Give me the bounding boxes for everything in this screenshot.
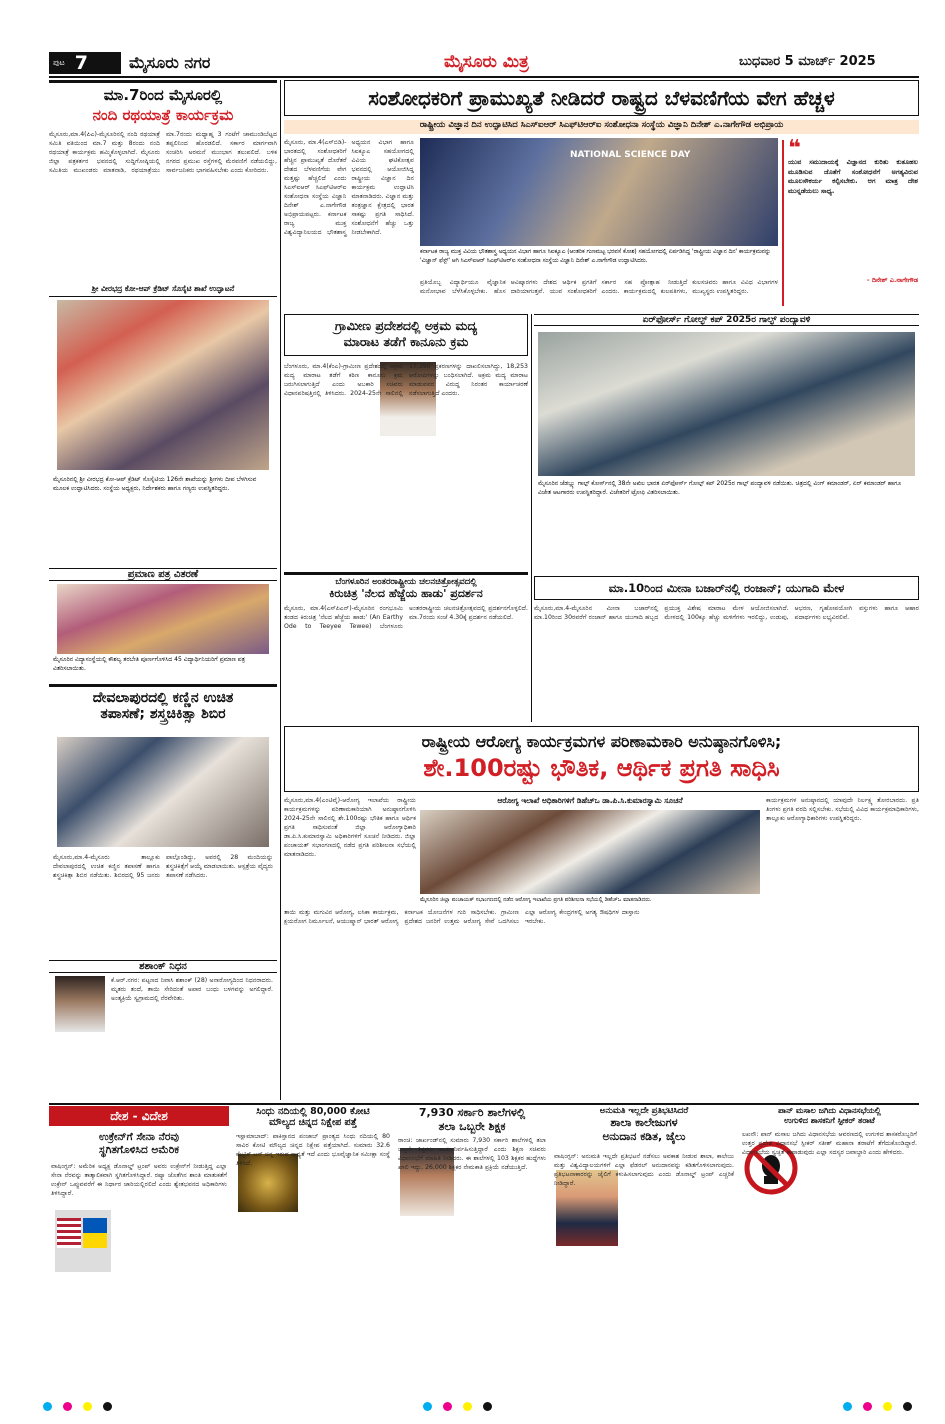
world-section-bar (49, 1106, 229, 1126)
dot-icon (83, 1402, 92, 1411)
certificate-photo (57, 584, 269, 654)
obit-body: ಕೆ.ಆರ್.ನಗರ: ಪಟ್ಟಣದ ನಿವಾಸಿ ಶಶಾಂಕ್ (28) ಅನಾರೋಗ್ಯದಿಂದ ನಿಧನರಾದರು. ಮೃತರು ತಂದೆ, ತಾಯಿ ಸೇರಿದಂತೆ ಅಪಾರ ಬಂಧು ಬಳಗವನ್ನು ಅಗಲಿದ್ದಾರೆ. ಅಂತ್ಯಕ್ರಿಯೆ ಸ್ವಗ್ರಾಮದಲ್ಲಿ ನೆರವೇರಿತು. (111, 977, 273, 1002)
issue-date: ಬುಧವಾರ 5 ಮಾರ್ಚ್ 2025 (739, 54, 876, 69)
dot-icon (463, 1402, 472, 1411)
ukraine-headline-1: ಉಕ್ರೇನ್‌ಗೆ ಸೇನಾ ನೆರವು (99, 1131, 179, 1143)
lead-photo (420, 138, 778, 246)
college-body: ವಾಷಿಂಗ್ಟನ್: ಅನುಮತಿ ಇಲ್ಲದೇ ಪ್ರತಿಭಟನೆ ನಡೆಸಲು ಅವಕಾಶ ನೀಡುವ ಶಾಲಾ, ಕಾಲೇಜು ಮತ್ತು ವಿಶ್ವವಿದ್ಯಾಲಯಗಳಿಗೆ ಎಲ್ಲಾ ಫೆಡರಲ್ ಅನುದಾನವನ್ನು ಕಡಿತಗೊಳಿಸಲಾಗುವುದು. ಪ್ರತಿಭಟನಾಕಾರರನ್ನು ಜೈಲಿಗೆ ಕಳುಹಿಸಲಾಗುವುದು ಎಂದು ಡೊನಾಲ್ಡ್ ಟ್ರಂಪ್ ಎಚ್ಚರಿಕೆ ನೀಡಿದ್ದಾರೆ. (554, 1153, 734, 1187)
college-headline-1: ಅನುಮತಿ ಇಲ್ಲದೇ ಪ್ರತಿಭಟಿಸಿದರೆ (599, 1106, 689, 1116)
theatre-headline-2: ಕಿರುಚಿತ್ರ 'ನೆಲದ ಹೆಜ್ಜೆಯ ಹಾಡು' ಪ್ರದರ್ಶನ (329, 587, 483, 600)
page-number: 7 (74, 52, 88, 74)
pan-body: ಲಖನೌ: ಪಾನ್ ಮಸಾಲ ಜಗಿದು ವಿಧಾನಸಭೆಯ ಆವರಣದಲ್ಲಿ ಉಗುಳಿದ ಶಾಸಕರೊಬ್ಬರಿಗೆ ಉತ್ತರ ಪ್ರದೇಶ ವಿಧಾನಸಭೆ ಸ್ಪೀಕರ್ ಸತೀಶ್ ಮಹಾನಾ ತರಾಟೆಗೆ ತೆಗೆದುಕೊಂಡಿದ್ದಾರೆ. ವಿಧಾನಸಭೆಯ ಸ್ವಚ್ಛತೆ ಕಾಪಾಡುವುದು ಎಲ್ಲಾ ಸದಸ್ಯರ ಜವಾಬ್ದಾರಿ ಎಂದು ಹೇಳಿದರು. (742, 1131, 917, 1156)
ukraine-article (49, 1128, 229, 1370)
theatre-body: ಮೈಸೂರು, ಮಾ.4(ಎಸ್‌ಪಿಎನ್)-ಮೈಸೂರಿನ ರಂಗಭೂಮಿ ತಂಡದ ಕಿರುಚಿತ್ರ 'ನೆಲದ ಹೆಜ್ಜೆಯ ಹಾಡು' (An Earthy Ode to Teeyee Tewee) ಬೆಂಗಳೂರು ಅಂತರರಾಷ್ಟ್ರೀಯ ಚಲನಚಿತ್ರೋತ್ಸವದಲ್ಲಿ ಪ್ರದರ್ಶನಗೊಳ್ಳಲಿದೆ. ಮಾ.7ರಂದು ಸಂಜೆ 4.30ಕ್ಕೆ ಪ್ರದರ್ಶನ ನಡೆಯಲಿದೆ. (284, 605, 528, 630)
dot-icon (883, 1402, 892, 1411)
theatre-headline-1: ಬೆಂಗಳೂರಿನ ಅಂತರರಾಷ್ಟ್ರೀಯ ಚಲನಚಿತ್ರೋತ್ಸವದಲ್ಲಿ (335, 577, 477, 587)
section-rule (49, 1103, 919, 1105)
dot-icon (103, 1402, 112, 1411)
eye-headline-2: ತಪಾಸಣೆ; ಶಸ್ತ್ರಚಿಕಿತ್ಸಾ ಶಿಬಿರ (100, 706, 226, 722)
ukraine-headline-2: ಸ್ಥಗಿತಗೊಳಿಸಿದ ಅಮೆರಿಕ (98, 1144, 180, 1156)
credit-article (49, 284, 277, 564)
school-headline-1: 7,930 ಸರ್ಕಾರಿ ಶಾಲೆಗಳಲ್ಲಿ (418, 1106, 526, 1119)
gold-headline-1: ಸಿಂಧು ನದಿಯಲ್ಲಿ 80,000 ಕೋಟಿ (256, 1106, 370, 1117)
health-headline-box (284, 726, 919, 792)
obit-article (49, 960, 277, 1100)
column-rule (280, 80, 281, 1100)
liquor-headline-box (284, 314, 528, 356)
lead-body-1: ಮೈಸೂರು, ಮಾ.4(ಎಸ್‌ಬಿಡಿ)-ಭಾರತದಲ್ಲಿ ಸಂಶೋಧಕರಿಗೆ ಹೆಚ್ಚಿನ ಪ್ರಾಮುಖ್ಯತೆ ದೊರೆತರೆ ದೇಶದ ಬೆಳವಣಿಗೆಯ ವೇಗ ಮತ್ತಷ್ಟು ಹೆಚ್ಚಲಿದೆ ಎಂದು ಸಿಎಸ್‌ಐಆರ್ ಸಿಎಫ್‌ಟಿಆರ್‌ಐ ಸಂಶೋಧನಾ ಸಂಸ್ಥೆಯ ವಿಜ್ಞಾನಿ ದಿನೇಶ್ ಎ.ನಾಗೇಗೌಡ ಅಭಿಪ್ರಾಯಪಟ್ಟರು. ಕರ್ನಾಟಕ ರಾಜ್ಯ ಮುಕ್ತ ವಿಶ್ವವಿದ್ಯಾನಿಲಯದ ಭೌತಶಾಸ್ತ್ರ ಅಧ್ಯಯನ ವಿಭಾಗ ಹಾಗೂ ಸಿಐಕ್ಯೂಎ ಸಹಯೋಗದಲ್ಲಿ ವಿವಿಯ ಘಟಿಕೋತ್ಸವ ಭವನದಲ್ಲಿ ಆಯೋಜಿಸಿದ್ದ ರಾಷ್ಟ್ರೀಯ ವಿಜ್ಞಾನ ದಿನ ಕಾರ್ಯಕ್ರಮ ಉದ್ಘಾಟಿಸಿ ಮಾತನಾಡಿದರು. ವಿಜ್ಞಾನ ಮತ್ತು ತಂತ್ರಜ್ಞಾನ ಕ್ಷೇತ್ರದಲ್ಲಿ ಭಾರತ ಸಾಕಷ್ಟು ಪ್ರಗತಿ ಸಾಧಿಸಿದೆ. ಸಂಶೋಧನೆಗೆ ಹೆಚ್ಚು ಒತ್ತು ನೀಡಬೇಕಾಗಿದೆ. (284, 139, 414, 236)
pan-headline-2: ಉಗುಳಿದ ಶಾಸಕನಿಗೆ ಸ್ಪೀಕರ್ ತರಾಟೆ (784, 1116, 875, 1125)
dot-icon (63, 1402, 72, 1411)
section-name: ಮೈಸೂರು ನಗರ (129, 53, 211, 72)
certificate-caption: ಮೈಸೂರಿನ ವಿದ್ಯಾಸಂಸ್ಥೆಯಲ್ಲಿ ಕೌಶಲ್ಯ ತರಬೇತಿ ಪೂರ್ಣಗೊಳಿಸಿದ 45 ವಿದ್ಯಾರ್ಥಿನಿಯರಿಗೆ ಪ್ರಮಾಣ ಪತ್ರ ವಿತರಿಸಲಾಯಿತು. (53, 656, 246, 672)
masthead-rule (49, 76, 919, 78)
college-article (552, 1106, 736, 1370)
lead-body-2: ಪ್ರತಿಯೊಬ್ಬ ವಿದ್ಯಾರ್ಥಿಯೂ ವೈಜ್ಞಾನಿಕ ಮನೋಭಾವ ಬೆಳೆಸಿಕೊಳ್ಳಬೇಕು. ಹೊಸ ಆವಿಷ್ಕಾರಗಳು ದೇಶದ ಆರ್ಥಿಕ ಪ್ರಗತಿಗೆ ದಾರಿಯಾಗುತ್ತವೆ. ಯುವ ಸಂಶೋಧಕರಿಗೆ ಸರ್ಕಾರ ಸಹ ಪ್ರೋತ್ಸಾಹ ನೀಡುತ್ತಿದೆ ಎಂದರು. ಕಾರ್ಯಕ್ರಮದಲ್ಲಿ ಕುಲಪತಿಗಳು, ಕುಲಸಚಿವರು ಹಾಗೂ ವಿವಿಧ ವಿಭಾಗಗಳ ಮುಖ್ಯಸ್ಥರು ಉಪಸ್ಥಿತರಿದ್ದರು. (420, 279, 778, 295)
meena-body: ಮೈಸೂರು,ಮಾ.4-ಮೈಸೂರಿನ ಮೀನಾ ಬಜಾರ್‌ನಲ್ಲಿ ಮಾ.10ರಿಂದ 30ರವರೆಗೆ ರಂಜಾನ್ ಹಾಗೂ ಯುಗಾದಿ ಹಬ್ಬದ ಪ್ರಯುಕ್ತ ವಿಶೇಷ ಮಾರಾಟ ಮೇಳ ಆಯೋಜಿಸಲಾಗಿದೆ. ಮೇಳದಲ್ಲಿ 100ಕ್ಕೂ ಹೆಚ್ಚು ಮಳಿಗೆಗಳು ಇರಲಿದ್ದು, ಉಡುಪು, ಆಭರಣ, ಗೃಹೋಪಯೋಗಿ ವಸ್ತುಗಳು ಹಾಗೂ ಆಹಾರ ಪದಾರ್ಥಗಳು ಲಭ್ಯವಿರಲಿವೆ. (534, 605, 919, 621)
certificate-title: ಪ್ರಮಾಣ ಪತ್ರ ವಿತರಣೆ (49, 568, 277, 581)
health-body-2: ತಾಯಿ ಮತ್ತು ಮಗುವಿನ ಆರೋಗ್ಯ, ಲಸಿಕಾ ಕಾರ್ಯಕ್ರಮ, ಕ್ಷಯರೋಗ ನಿರ್ಮೂಲನೆ, ಆಯುಷ್ಮಾನ್ ಭಾರತ್ ಆರೋಗ್ಯ ಕರ್ನಾಟಕ ಯೋಜನೆಗಳ ಗುರಿ ಸಾಧಿಸಬೇಕು. ಗ್ರಾಮೀಣ ಪ್ರದೇಶದ ಜನರಿಗೆ ಉತ್ತಮ ಆರೋಗ್ಯ ಸೇವೆ ಒದಗಿಸಲು ಎಲ್ಲಾ ಆರೋಗ್ಯ ಕೇಂದ್ರಗಳಲ್ಲಿ ಅಗತ್ಯ ಔಷಧಿಗಳ ದಾಸ್ತಾನು ಇರಬೇಕು. (284, 909, 640, 925)
nandi-headline-2: ನಂದಿ ರಥಯಾತ್ರೆ ಕಾರ್ಯಕ್ರಮ (92, 106, 234, 124)
credit-photo (57, 300, 269, 470)
obit-title: ಶಶಾಂಕ್ ನಿಧನ (49, 960, 277, 973)
pan-article (740, 1106, 919, 1370)
health-body-3: ಕಾರ್ಯಕ್ರಮಗಳ ಅನುಷ್ಠಾನದಲ್ಲಿ ಯಾವುದೇ ನಿರ್ಲಕ್ಷ್ಯ ತೋರಬಾರದು. ಪ್ರತಿ ತಿಂಗಳು ಪ್ರಗತಿ ವರದಿ ಸಲ್ಲಿಸಬೇಕು. ಸಭೆಯಲ್ಲಿ ವಿವಿಧ ಕಾರ್ಯಕ್ರಮಾಧಿಕಾರಿಗಳು, ತಾಲ್ಲೂಕು ಆರೋಗ್ಯಾಧಿಕಾರಿಗಳು ಉಪಸ್ಥಿತರಿದ್ದರು. (766, 797, 919, 822)
golf-title: ಏರ್‌ಫೋರ್ಸ್ ಗೋಲ್ಫ್ ಕಪ್ 2025ರ ಗಾಲ್ಫ್ ಪಂದ್ಯಾವಳಿ (534, 314, 919, 326)
health-caption: ಮೈಸೂರಿನ ಜಿಲ್ಲಾ ಪಂಚಾಯತ್ ಸಭಾಂಗಣದಲ್ಲಿ ನಡೆದ ಆರೋಗ್ಯ ಇಲಾಖೆಯ ಪ್ರಗತಿ ಪರಿಶೀಲನಾ ಸಭೆಯಲ್ಲಿ ಡಿಹೆಚ್ಒ ಮಾತನಾಡಿದರು. (420, 897, 652, 903)
eye-photo (57, 737, 269, 847)
gold-headline-2: ಮೌಲ್ಯದ ಚಿನ್ನದ ನಿಕ್ಷೇಪ ಪತ್ತೆ (269, 1117, 357, 1128)
liquor-headline-2: ಮಾರಾಟ ತಡೆಗೆ ಕಾನೂನು ಕ್ರಮ (343, 334, 469, 349)
golf-caption: ಮೈಸೂರಿನ ಜೆಡಬ್ಲ್ಯು ಗಾಲ್ಫ್ ಕೋರ್ಸ್‌ನಲ್ಲಿ 38ನೇ ಅಖಿಲ ಭಾರತ ಏರ್‌ಫೋರ್ಸ್ ಗೋಲ್ಫ್ ಕಪ್ 2025ರ ಗಾಲ್ಫ್ ಪಂದ್ಯಾವಳಿ ನಡೆಯಿತು. ಚಿತ್ರದಲ್ಲಿ ವಿಂಗ್ ಕಮಾಂಡರ್, ಏರ್ ಕಮಾಂಡರ್ ಹಾಗೂ ವಿಜೇತ ಆಟಗಾರರು ಉಪಸ್ಥಿತರಿದ್ದಾರೆ. ವಿಜೇತರಿಗೆ ಟ್ರೋಫಿ ವಿತರಿಸಲಾಯಿತು. (538, 480, 902, 496)
nandi-headline-1: ಮಾ.7ರಿಂದ ಮೈಸೂರಲ್ಲಿ (103, 86, 223, 104)
liquor-headline-1: ಗ್ರಾಮೀಣ ಪ್ರದೇಶದಲ್ಲಿ ಅಕ್ರಮ ಮದ್ಯ (334, 318, 478, 333)
school-article (396, 1106, 548, 1370)
masthead (49, 52, 919, 74)
eye-article (49, 684, 277, 956)
gold-article (234, 1106, 392, 1370)
lead-quote-box (782, 136, 918, 306)
meena-headline-box (534, 576, 919, 600)
dot-icon (863, 1402, 872, 1411)
liquor-body: ಬೆಂಗಳೂರು, ಮಾ.4(ಕೆಂಎ)-ಗ್ರಾಮೀಣ ಪ್ರದೇಶದಲ್ಲಿ ಅಕ್ರಮ ಮದ್ಯ ಮಾರಾಟ ತಡೆಗೆ ಕಠಿಣ ಕಾನೂನು ಕ್ರಮ ಜರುಗಿಸಲಾಗುತ್ತಿದೆ ಎಂದು ಅಬಕಾರಿ ಸಚಿವರು ವಿಧಾನಪರಿಷತ್ತಿನಲ್ಲಿ ತಿಳಿಸಿದರು. 2024-25ನೇ ಸಾಲಿನಲ್ಲಿ 17,390 ಪ್ರಕರಣಗಳನ್ನು ದಾಖಲಿಸಲಾಗಿದ್ದು, 18,253 ಆರೋಪಿಗಳನ್ನು ಬಂಧಿಸಲಾಗಿದೆ. ಅಕ್ರಮ ಮದ್ಯ ಮಾರಾಟ ಮಾಡುವವರ ವಿರುದ್ಧ ನಿರಂತರ ಕಾರ್ಯಾಚರಣೆ ನಡೆಸಲಾಗುತ್ತಿದೆ ಎಂದರು. (284, 363, 528, 397)
school-headline-2: ತಲಾ ಒಬ್ಬರೇ ಶಿಕ್ಷಕ (438, 1120, 506, 1133)
dot-icon (903, 1402, 912, 1411)
registration-marks-center (420, 1396, 540, 1408)
health-photo (420, 810, 760, 894)
registration-marks-left (40, 1396, 160, 1408)
page-label: ಪುಟ (53, 58, 65, 67)
meena-headline: ಮಾ.10ರಿಂದ ಮೀನಾ ಬಜಾರ್‌ನಲ್ಲಿ ರಂಜಾನ್; ಯುಗಾದಿ ಮೇಳ (608, 580, 845, 595)
page-number-badge (49, 52, 121, 74)
dot-icon (843, 1402, 852, 1411)
golf-photo (538, 332, 915, 476)
obit-portrait (55, 976, 105, 1032)
health-headline-2: ಶೇ.100ರಷ್ಟು ಭೌತಿಕ, ಆರ್ಥಿಕ ಪ್ರಗತಿ ಸಾಧಿಸಿ (423, 754, 780, 782)
nandi-article (49, 80, 277, 280)
credit-title: ಶ್ರೀ ವೀರಭದ್ರ ಕೋ-ಆಪ್ ಕ್ರೆಡಿಟ್ ಸೊಸೈಟಿ ಶಾಖೆ ಉದ್ಘಾಟನೆ (49, 284, 277, 297)
health-body-1: ಮೈಸೂರು,ಮಾ.4(ಎಂಟಿವೈ)-ಆರೋಗ್ಯ ಇಲಾಖೆಯ ರಾಷ್ಟ್ರೀಯ ಕಾರ್ಯಕ್ರಮಗಳನ್ನು ಪರಿಣಾಮಕಾರಿಯಾಗಿ ಅನುಷ್ಠಾನಗೊಳಿಸಿ 2024-25ನೇ ಸಾಲಿನಲ್ಲಿ ಶೇ.100ರಷ್ಟು ಭೌತಿಕ ಹಾಗೂ ಆರ್ಥಿಕ ಪ್ರಗತಿ ಸಾಧಿಸುವಂತೆ ಜಿಲ್ಲಾ ಆರೋಗ್ಯಾಧಿಕಾರಿ ಡಾ.ಪಿ.ಸಿ.ಕುಮಾರಸ್ವಾಮಿ ಅಧಿಕಾರಿಗಳಿಗೆ ಸೂಚನೆ ನೀಡಿದರು. ಜಿಲ್ಲಾ ಪಂಚಾಯತ್ ಸಭಾಂಗಣದಲ್ಲಿ ನಡೆದ ಪ್ರಗತಿ ಪರಿಶೀಲನಾ ಸಭೆಯಲ್ಲಿ ಮಾತನಾಡಿದರು. (284, 797, 416, 858)
dot-icon (423, 1402, 432, 1411)
dot-icon (483, 1402, 492, 1411)
eye-body: ಮೈಸೂರು,ಮಾ.4-ಮೈಸೂರು ತಾಲ್ಲೂಕು ದೇವಲಾಪುರದಲ್ಲಿ ಉಚಿತ ಕಣ್ಣಿನ ತಪಾಸಣೆ ಹಾಗೂ ಶಸ್ತ್ರಚಿಕಿತ್ಸಾ ಶಿಬಿರ ನಡೆಯಿತು. ಶಿಬಿರದಲ್ಲಿ 95 ಜನರು ಪಾಲ್ಗೊಂಡಿದ್ದು, ಅವರಲ್ಲಿ 28 ಮಂದಿಯನ್ನು ಶಸ್ತ್ರಚಿಕಿತ್ಸೆಗೆ ಆಯ್ಕೆ ಮಾಡಲಾಯಿತು. ಆಸ್ಪತ್ರೆಯ ವೈದ್ಯರು ತಪಾಸಣೆ ನಡೆಸಿದರು. (53, 854, 273, 879)
lead-quote-author: - ದಿನೇಶ್ ಎ.ನಾಗೇಗೌಡ (866, 276, 918, 284)
paper-name: ಮೈಸೂರು ಮಿತ್ರ (444, 52, 529, 72)
dot-icon (43, 1402, 52, 1411)
lead-headline-box (284, 80, 919, 116)
college-headline-2: ಶಾಲಾ ಕಾಲೇಜುಗಳ (610, 1116, 678, 1129)
eye-headline-1: ದೇವಲಾಪುರದಲ್ಲಿ ಕಣ್ಣಿನ ಉಚಿತ (92, 690, 234, 706)
ukraine-body: ವಾಷಿಂಗ್ಟನ್: ಅಮೆರಿಕ ಅಧ್ಯಕ್ಷ ಡೊನಾಲ್ಡ್ ಟ್ರಂಪ್ ಅವರು ಉಕ್ರೇನ್‌ಗೆ ನೀಡುತ್ತಿದ್ದ ಎಲ್ಲಾ ಸೇನಾ ನೆರವನ್ನು ತಾತ್ಕಾಲಿಕವಾಗಿ ಸ್ಥಗಿತಗೊಳಿಸಿದ್ದಾರೆ. ರಷ್ಯಾ ಜೊತೆಗಿನ ಶಾಂತಿ ಮಾತುಕತೆಗೆ ಉಕ್ರೇನ್ ಒಪ್ಪುವವರೆಗೆ ಈ ನಿರ್ಧಾರ ಜಾರಿಯಲ್ಲಿರಲಿದೆ ಎಂದು ಶ್ವೇತಭವನದ ಅಧಿಕಾರಿಗಳು ತಿಳಿಸಿದ್ದಾರೆ. (51, 1163, 227, 1197)
health-headline-1: ರಾಷ್ಟ್ರೀಯ ಆರೋಗ್ಯ ಕಾರ್ಯಕ್ರಮಗಳ ಪರಿಣಾಮಕಾರಿ ಅನುಷ್ಠಾನಗೊಳಿಸಿ; (421, 732, 782, 751)
world-section-title: ದೇಶ - ವಿದೇಶ (110, 1108, 168, 1123)
lead-quote: ಯುವ ಸಮುದಾಯಕ್ಕೆ ವಿಜ್ಞಾನದ ಕುರಿತು ಕುತೂಹಲ ಮೂಡಿಸುವ ಜೊತೆಗೆ ಸಂಶೋಧನೆಗೆ ಅಗತ್ಯವಿರುವ ಮೂಲಸೌಕರ್ಯ ಕಲ್ಪಿಸಬೇಕು. ಆಗ ಮಾತ್ರ ದೇಶ ಮುನ್ನಡೆಯಲು ಸಾಧ್ಯ. (788, 158, 918, 195)
gold-body: ಇಸ್ಲಾಮಾಬಾದ್: ಪಾಕಿಸ್ತಾನದ ಪಂಜಾಬ್ ಪ್ರಾಂತ್ಯದ ಸಿಂಧು ನದಿಯಲ್ಲಿ 80 ಸಾವಿರ ಕೋಟಿ ಮೌಲ್ಯದ ಚಿನ್ನದ ನಿಕ್ಷೇಪ ಪತ್ತೆಯಾಗಿದೆ. ಸುಮಾರು 32.6 ಮೆಟ್ರಿಕ್ ಟನ್ ಚಿನ್ನ ಇರುವ ಸಾಧ್ಯತೆ ಇದೆ ಎಂದು ಭೂವೈಜ್ಞಾನಿಕ ಸಮೀಕ್ಷಾ ಸಂಸ್ಥೆ ತಿಳಿಸಿದೆ. (236, 1133, 390, 1167)
health-subhead: ಆರೋಗ್ಯ ಇಲಾಖೆ ಅಧಿಕಾರಿಗಳಿಗೆ ಡಿಹೆಚ್ಒ ಡಾ.ಪಿ.ಸಿ.ಕುಮಾರಸ್ವಾಮಿ ಸೂಚನೆ (497, 796, 683, 805)
registration-marks-right (840, 1396, 940, 1408)
certificate-article (49, 568, 277, 680)
column-rule (531, 314, 532, 722)
school-body: ರಾಂಚಿ: ಜಾರ್ಖಂಡ್‌ನಲ್ಲಿ ಸುಮಾರು 7,930 ಸರ್ಕಾರಿ ಶಾಲೆಗಳಲ್ಲಿ ತಲಾ ಒಬ್ಬರೇ ಶಿಕ್ಷಕರು ಕಾರ್ಯನಿರ್ವಹಿಸುತ್ತಿದ್ದಾರೆ ಎಂದು ಶಿಕ್ಷಣ ಸಚಿವರು ವಿಧಾನಸಭೆಗೆ ಮಾಹಿತಿ ನೀಡಿದರು. ಈ ಶಾಲೆಗಳಲ್ಲಿ 103 ಶಿಕ್ಷಕರ ಹುದ್ದೆಗಳು ಖಾಲಿ ಇದ್ದು, 26,000 ಶಿಕ್ಷಕರ ನೇಮಕಾತಿ ಪ್ರಕ್ರಿಯೆ ನಡೆಯುತ್ತಿದೆ. (398, 1137, 546, 1171)
pan-headline-1: ಪಾನ್ ಮಸಾಲ ಜಗಿದು ವಿಧಾನಸಭೆಯಲ್ಲಿ (778, 1106, 881, 1115)
lead-caption: ಕರ್ನಾಟಕ ರಾಜ್ಯ ಮುಕ್ತ ವಿವಿಯ ಭೌತಶಾಸ್ತ್ರ ಅಧ್ಯಯನ ವಿಭಾಗ ಹಾಗೂ ಸಿಐಕ್ಯೂಎ (ಆಂತರಿಕ ಗುಣಮಟ್ಟ ಭರವಸೆ ಕೋಶ) ಸಹಯೋಗದಲ್ಲಿ ಏರ್ಪಡಿಸಿದ್ದ 'ರಾಷ್ಟ್ರೀಯ ವಿಜ್ಞಾನ ದಿನ' ಕಾರ್ಯಕ್ರಮವನ್ನು 'ವಿಜ್ಞಾನ್ ಫೆಸ್ಟ್' ಆಗಿ ಸಿಎಸ್‌ಐಆರ್ ಸಿಎಫ್‌ಟಿಆರ್‌ಐ ಸಂಶೋಧನಾ ಸಂಸ್ಥೆಯ ವಿಜ್ಞಾನಿ ದಿನೇಶ್ ಎ.ನಾಗೇಗೌಡ ಉದ್ಘಾಟಿಸಿದರು. (420, 249, 771, 264)
nandi-body: ಮೈಸೂರು,ಮಾ.4(ಪಿಎ)-ಮೈಸೂರಿನಲ್ಲಿ ನಂದಿ ರಥಯಾತ್ರೆ ಸಮಿತಿ ವತಿಯಿಂದ ಮಾ.7 ಮತ್ತು 8ರಂದು ನಂದಿ ರಥಯಾತ್ರೆ ಕಾರ್ಯಕ್ರಮ ಹಮ್ಮಿಕೊಳ್ಳಲಾಗಿದೆ. ಮೈಸೂರು ಜಿಲ್ಲಾ ಪತ್ರಕರ್ತರ ಭವನದಲ್ಲಿ ಸುದ್ದಿಗೋಷ್ಠಿಯಲ್ಲಿ ಸಮಿತಿಯ ಮುಖಂಡರು ಮಾತನಾಡಿ, ರಥಯಾತ್ರೆಯು ಮಾ.7ರಂದು ಮಧ್ಯಾಹ್ನ 3 ಗಂಟೆಗೆ ಚಾಮುಂಡಿಬೆಟ್ಟದ ತಪ್ಪಲಿನಿಂದ ಹೊರಡಲಿದೆ. ಸರ್ಕಾರ ಮಾರ್ಗವಾಗಿ ಸಂಚರಿಸಿ ಅರಮನೆ ಮುಂಭಾಗ ತಲುಪಲಿದೆ. ಬಳಿಕ ನಗರದ ಪ್ರಮುಖ ರಸ್ತೆಗಳಲ್ಲಿ ಮೆರವಣಿಗೆ ನಡೆಯಲಿದ್ದು, ಸಾರ್ವಜನಿಕರು ಭಾಗವಹಿಸಬೇಕು ಎಂದು ಕೋರಿದರು. (49, 131, 277, 174)
lead-subhead: ರಾಷ್ಟ್ರೀಯ ವಿಜ್ಞಾನ ದಿನ ಉದ್ಘಾಟಿಸಿದ ಸಿಎಸ್‌ಐಆರ್ ಸಿಎಫ್‌ಟಿಆರ್‌ಐ ಸಂಶೋಧನಾ ಸಂಸ್ಥೆಯ ವಿಜ್ಞಾನಿ ದಿನೇಶ್ ಎ.ನಾಗೇಗೌಡ ಅಭಿಪ್ರಾಯ (284, 120, 919, 134)
dot-icon (443, 1402, 452, 1411)
lead-photo-banner: NATIONAL SCIENCE DAY (570, 150, 691, 160)
golf-article (534, 314, 919, 572)
theatre-article (284, 572, 528, 722)
college-headline-3: ಅನುದಾನ ಕಡಿತ, ಜೈಲು (602, 1130, 686, 1143)
quote-mark-icon: ❝ (788, 136, 801, 161)
lead-headline: ಸಂಶೋಧಕರಿಗೆ ಪ್ರಾಮುಖ್ಯತೆ ನೀಡಿದರೆ ರಾಷ್ಟ್ರದ ಬೆಳವಣಿಗೆಯ ವೇಗ ಹೆಚ್ಚಳ (368, 86, 835, 110)
credit-caption: ಮೈಸೂರಿನಲ್ಲಿ ಶ್ರೀ ವೀರಭದ್ರ ಕೋ-ಆಪ್ ಕ್ರೆಡಿಟ್ ಸೊಸೈಟಿಯ 126ನೇ ಶಾಖೆಯನ್ನು ಶ್ರೀಗಳು ದೀಪ ಬೆಳಗಿಸುವ ಮೂಲಕ ಉದ್ಘಾಟಿಸಿದರು. ಸಂಸ್ಥೆಯ ಅಧ್ಯಕ್ಷರು, ನಿರ್ದೇಶಕರು ಹಾಗೂ ಗಣ್ಯರು ಉಪಸ್ಥಿತರಿದ್ದರು. (53, 476, 257, 492)
